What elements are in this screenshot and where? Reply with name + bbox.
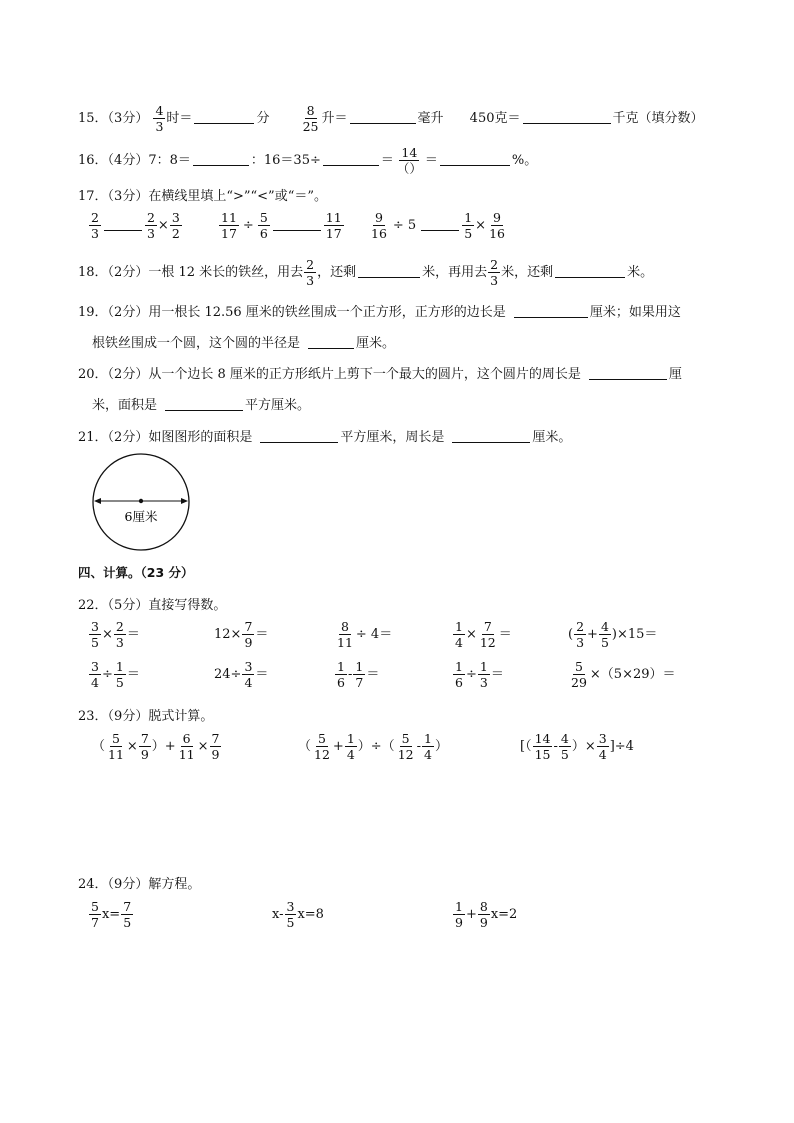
calc-item: $\frac{5}{29}$ ×（5×29）＝ [571,659,676,691]
text: %。 [511,153,538,169]
diameter-label: 6厘米 [124,509,158,524]
text: 毫升 [417,111,444,127]
fraction: $\frac{11}{17}$ [325,210,342,242]
question-score: （9分） [107,709,149,724]
question-score: （3分） [107,111,149,127]
text: ：16＝35÷ [250,153,321,169]
calc-item: $\frac{1}{6}$ ÷ $\frac{1}{3}$ ＝ [455,659,504,691]
fraction: $\frac{14}{()}$ [396,145,422,177]
fraction: $\frac{5}{6}$ [259,210,268,242]
answer-blank[interactable] [104,218,142,231]
text: 如图图形的面积是 [148,430,253,445]
text: ，还剩 [317,265,357,281]
text: 一根 12 米长的铁丝，用去 [148,265,304,281]
calc-item: 24÷ $\frac{3}{4}$ ＝ [214,659,269,691]
answer-blank[interactable] [323,153,379,166]
question-number: 20． [78,367,108,382]
question-number: 17． [78,189,108,204]
answer-blank[interactable] [555,265,625,278]
answer-blank[interactable] [514,305,588,318]
calc-item: $\frac{8}{11}$ ÷ 4＝ [337,619,393,651]
text: ＝ [380,153,394,169]
question-19 [78,301,681,320]
text: 厘米；如果用这 [589,305,681,320]
question-score: （9分） [107,877,149,892]
question-number: 21． [78,430,108,445]
question-score: （4分） [107,153,149,169]
calc-expression: [（ $\frac{14}{15}$ - $\frac{4}{5}$ ）× $\frac{3}{4}$ ]÷4 [520,731,634,763]
text: 米，面积是 [92,398,158,413]
text: 7：8＝ [148,153,191,169]
calc-item: 12× $\frac{7}{9}$ ＝ [214,619,269,651]
answer-blank[interactable] [260,430,338,443]
answer-blank[interactable] [421,218,459,231]
question-number: 23． [78,709,108,724]
fraction: $\frac{1}{5}$ [464,210,473,242]
answer-blank[interactable] [452,430,530,443]
question-text: 脱式计算。 [148,709,214,724]
equation-2: x- $\frac{3}{5}$ x=8 [272,899,324,931]
text: 米，还剩 [501,265,554,281]
question-number: 18． [78,265,108,281]
text: 从一个边长 8 厘米的正方形纸片上剪下一个最大的圆片，这个圆片的周长是 [148,367,581,382]
question-score: （2分） [107,265,149,281]
text: 厘米。 [532,430,572,445]
comparison-1 [88,211,183,240]
fraction: $\frac{2}{3}$ [91,210,99,242]
calc-item: $\frac{1}{6}$ - $\frac{1}{7}$ ＝ [337,659,380,691]
operator: × [475,218,487,234]
question-15 [78,104,704,133]
text: ＝ [424,153,438,169]
equation-1: $\frac{5}{7}$ x= $\frac{7}{5}$ [91,899,132,931]
question-text: 解方程。 [148,877,201,892]
operator: × [157,218,169,234]
question-20 [78,363,682,382]
answer-blank[interactable] [273,218,321,231]
text: 米。 [627,265,654,281]
question-text: 在横线里填上“>”“<”或“＝”。 [148,189,327,204]
comparison-2 [218,211,345,240]
text: 根铁丝围成一个圆，这个圆的半径是 [92,336,301,351]
text: 厘 [668,367,682,382]
question-16 [78,146,537,175]
calc-item: ( $\frac{2}{3}$ + $\frac{4}{5}$ )×15＝ [568,619,658,651]
arrow-left-icon [94,498,101,504]
text: 平方厘米，周长是 [340,430,445,445]
question-17 [78,185,327,204]
comparison-3 [368,211,508,240]
calc-item: $\frac{3}{4}$ ÷ $\frac{1}{5}$ ＝ [91,659,140,691]
equation-3: $\frac{1}{9}$ + $\frac{8}{9}$ x=2 [455,899,518,931]
operator: ÷ 5 [392,218,417,234]
text: 用一根长 12.56 厘米的铁丝围成一个正方形，正方形的边长是 [148,305,506,320]
answer-blank[interactable] [350,111,416,124]
question-number: 24． [78,877,108,892]
question-score: （2分） [107,430,149,445]
calc-expression: （ $\frac{5}{12}$ + $\frac{1}{4}$ ）÷（ $\frac{5}{12}$ - $\frac{1}{4}$ ） [298,731,448,763]
question-score: （2分） [107,305,149,320]
question-18 [78,258,653,287]
text: 平方厘米。 [245,398,311,413]
answer-blank[interactable] [165,398,243,411]
question-number: 15． [78,111,108,127]
calc-expression: （ $\frac{5}{11}$ × $\frac{7}{9}$ ）+ $\frac{6}{11}$ × $\frac{7}{9}$ [92,731,220,763]
text: 千克（填分数） [612,111,704,127]
answer-blank[interactable] [194,111,254,124]
question-number: 16． [78,153,108,169]
answer-blank[interactable] [523,111,611,124]
question-score: （2分） [107,367,149,382]
section-title: 四、计算。（23 分） [78,565,194,580]
fraction: $\frac{11}{17}$ [221,210,237,242]
question-score: （5分） [107,598,149,613]
answer-blank[interactable] [308,336,354,349]
text: 450克＝ [469,111,521,127]
text: 升＝ [321,111,348,127]
calc-item: $\frac{1}{4}$ × $\frac{7}{12}$ ＝ [455,619,512,651]
text: 分 [256,111,270,127]
fraction: $\frac{9}{16}$ [371,210,387,242]
fraction: $\frac{4}{3}$ [155,103,164,135]
question-23 [78,705,213,724]
operator: ÷ [242,218,254,234]
text: 时＝ [166,111,193,127]
fraction: $\frac{9}{16}$ [489,210,505,242]
fraction: $\frac{2}{3}$ [490,257,499,289]
fraction: $\frac{2}{3}$ [306,257,315,289]
answer-blank[interactable] [589,367,667,380]
fraction: $\frac{8}{25}$ [302,103,319,135]
question-number: 22． [78,598,108,613]
answer-blank[interactable] [440,153,510,166]
circle-diagram [90,451,192,553]
calc-item: $\frac{3}{5}$ × $\frac{2}{3}$ ＝ [91,619,140,651]
question-score: （3分） [107,189,149,204]
question-number: 19． [78,305,108,320]
question-text: 直接写得数。 [148,598,227,613]
question-21 [78,426,571,445]
arrow-right-icon [181,498,188,504]
question-24 [78,873,200,892]
question-22 [78,594,226,613]
text: 厘米。 [356,336,396,351]
fraction: $\frac{2}{3}$ [146,210,155,242]
answer-blank[interactable] [358,265,420,278]
question-19-line2 [92,332,395,351]
answer-blank[interactable] [193,153,249,166]
fraction: $\frac{3}{2}$ [171,210,180,242]
text: 米，再用去 [422,265,488,281]
question-20-line2 [92,394,310,413]
center-dot [139,499,143,503]
